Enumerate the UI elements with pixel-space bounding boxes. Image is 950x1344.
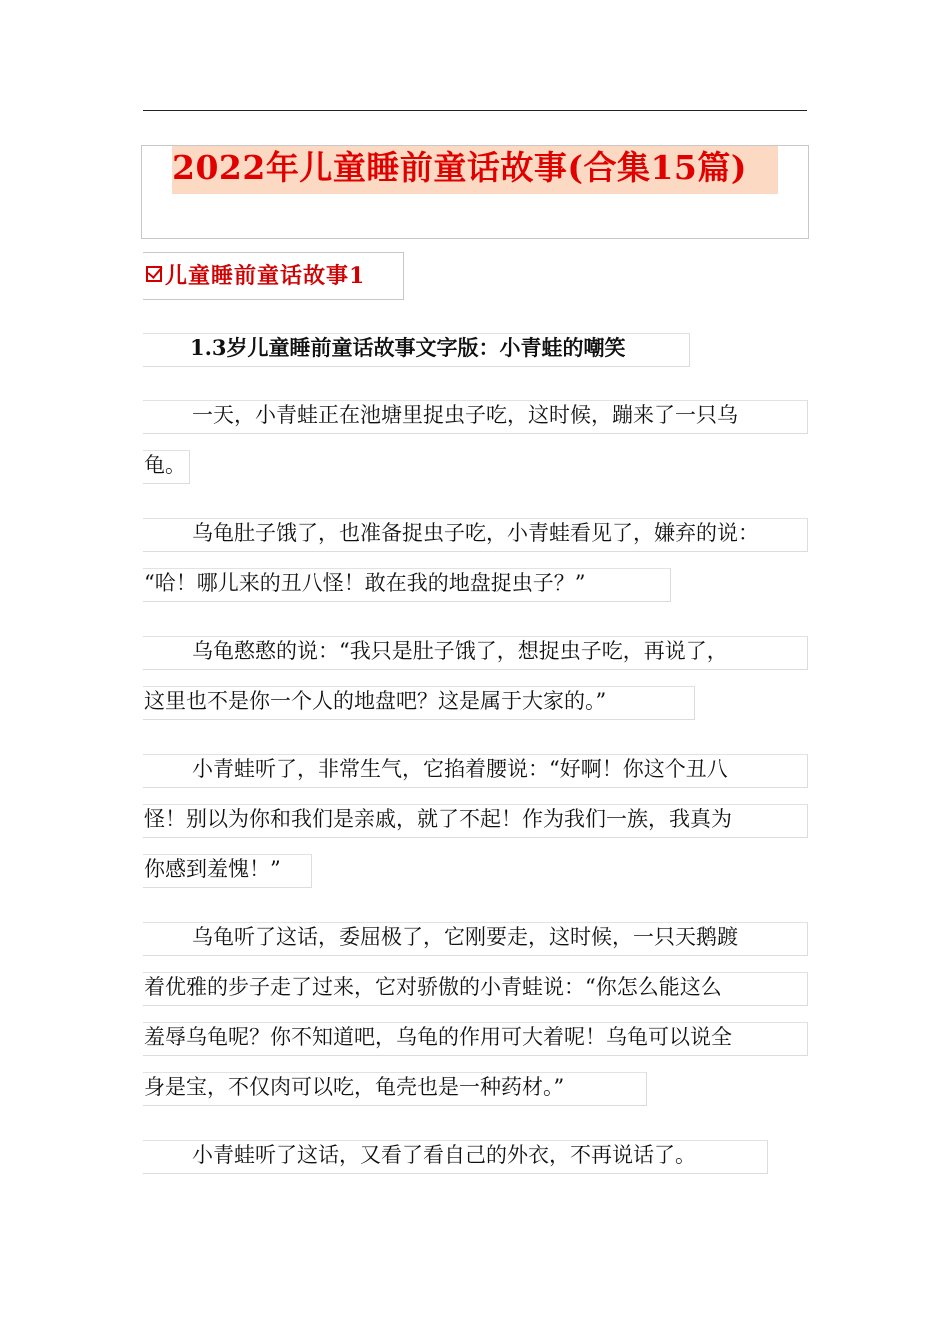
story-subtitle: 1.3岁儿童睡前童话故事文字版：小青蛙的嘲笑	[190, 335, 626, 360]
section-title: 儿童睡前童话故事1	[165, 263, 366, 289]
text-line: 乌龟听了这话，委屈极了，它刚要走，这时候，一只天鹅踱	[192, 925, 738, 949]
text-line: 龟。	[144, 453, 186, 477]
text-line: 你感到羞愧！”	[144, 857, 281, 881]
text-line: 乌龟憨憨的说：“我只是肚子饿了，想捉虫子吃，再说了，	[192, 639, 728, 663]
text-line: 乌龟肚子饿了，也准备捉虫子吃，小青蛙看见了，嫌弃的说：	[192, 521, 759, 545]
document-title: 2022年儿童睡前童话故事(合集15篇)	[172, 148, 747, 187]
text-line: 着优雅的步子走了过来，它对骄傲的小青蛙说：“你怎么能这么	[144, 975, 722, 999]
text-line: 身是宝，不仅肉可以吃，龟壳也是一种药材。”	[144, 1075, 565, 1099]
top-rule	[143, 110, 807, 111]
text-line: 小青蛙听了这话，又看了看自己的外衣，不再说话了。	[192, 1143, 696, 1167]
text-line: “哈！哪儿来的丑八怪！敢在我的地盘捉虫子？”	[144, 571, 586, 595]
text-line: 这里也不是你一个人的地盘吧？这是属于大家的。”	[144, 689, 607, 713]
checkbox-icon	[146, 266, 162, 282]
text-line: 小青蛙听了，非常生气，它掐着腰说：“好啊！你这个丑八	[192, 757, 728, 781]
text-line: 一天，小青蛙正在池塘里捉虫子吃，这时候，蹦来了一只乌	[192, 403, 738, 427]
text-line: 怪！别以为你和我们是亲戚，就了不起！作为我们一族，我真为	[144, 807, 732, 831]
text-line: 羞辱乌龟呢？你不知道吧，乌龟的作用可大着呢！乌龟可以说全	[144, 1025, 732, 1049]
